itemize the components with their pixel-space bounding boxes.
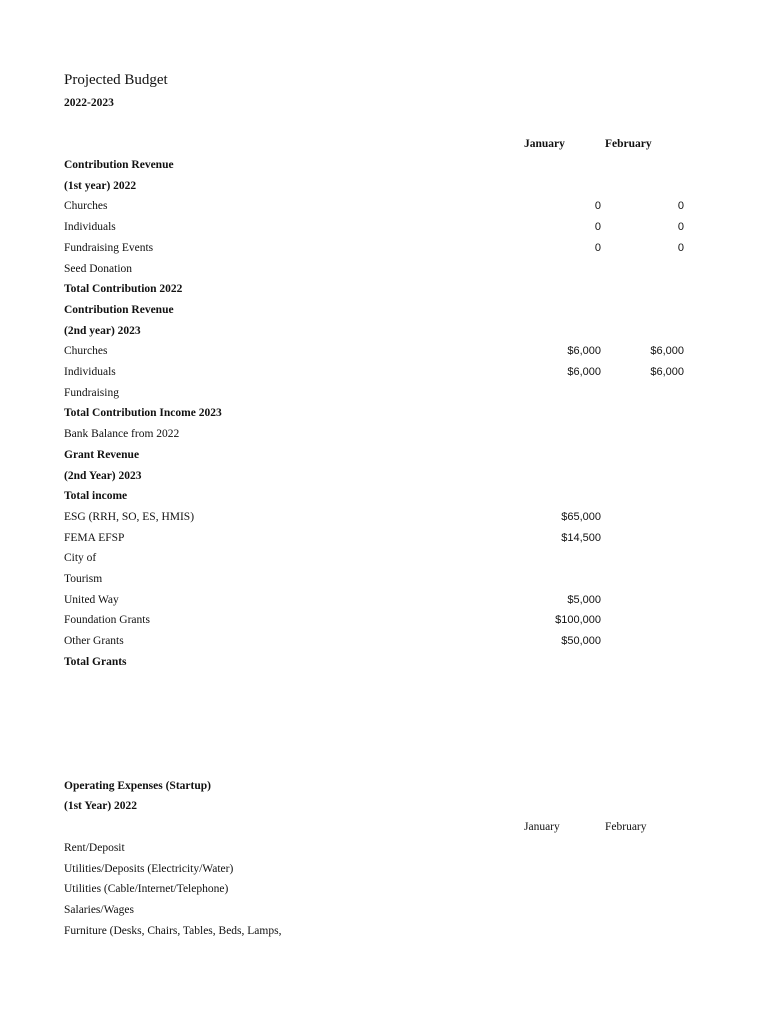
february-value: $6,000: [650, 366, 684, 378]
january-value: $50,000: [561, 635, 601, 647]
january-value: $14,500: [561, 532, 601, 544]
row-label: Churches: [64, 345, 108, 357]
section-label: (2nd year) 2023: [64, 325, 141, 337]
section-label: Grant Revenue: [64, 449, 140, 461]
section-label: Total Contribution Income 2023: [64, 407, 222, 419]
section-label: Total Grants: [64, 656, 127, 668]
january-value: $100,000: [555, 614, 601, 626]
expense-row-label: Rent/Deposit: [64, 842, 125, 854]
expenses-year: (1st Year) 2022: [64, 800, 138, 812]
fiscal-year: 2022-2023: [64, 97, 114, 109]
row-label: Fundraising: [64, 387, 119, 399]
expenses-heading: Operating Expenses (Startup): [64, 780, 211, 792]
section-label: (2nd Year) 2023: [64, 470, 142, 482]
expenses-column-header-february: February: [605, 821, 647, 833]
row-label: Seed Donation: [64, 263, 133, 275]
row-label: Churches: [64, 200, 108, 212]
expense-row-label: Utilities/Deposits (Electricity/Water): [64, 863, 234, 875]
document-title: Projected Budget: [64, 72, 168, 88]
expense-row-label: Salaries/Wages: [64, 904, 134, 916]
row-label: FEMA EFSP: [64, 532, 125, 544]
row-label: City of: [64, 552, 97, 564]
february-value: 0: [677, 200, 684, 212]
row-label: Bank Balance from 2022: [64, 428, 180, 440]
january-value: $6,000: [567, 345, 601, 357]
section-label: Total income: [64, 490, 128, 502]
section-label: Contribution Revenue: [64, 304, 174, 316]
section-label: (1st year) 2022: [64, 180, 137, 192]
column-header-february: February: [605, 138, 652, 150]
row-label: Individuals: [64, 366, 116, 378]
february-value: 0: [677, 221, 684, 233]
january-value: 0: [594, 221, 601, 233]
row-label: ESG (RRH, SO, ES, HMIS): [64, 511, 195, 523]
january-value: 0: [594, 200, 601, 212]
row-label: Fundraising Events: [64, 242, 154, 254]
row-label: Tourism: [64, 573, 103, 585]
january-value: 0: [594, 242, 601, 254]
expense-row-label: Utilities (Cable/Internet/Telephone): [64, 883, 229, 895]
january-value: $65,000: [561, 511, 601, 523]
row-label: Other Grants: [64, 635, 124, 647]
january-value: $5,000: [567, 594, 601, 606]
january-value: $6,000: [567, 366, 601, 378]
section-label: Contribution Revenue: [64, 159, 174, 171]
expense-row-label: Furniture (Desks, Chairs, Tables, Beds, Lamps,: [64, 925, 282, 937]
row-label: Individuals: [64, 221, 116, 233]
column-header-january: January: [524, 138, 565, 150]
expenses-column-header-january: January: [524, 821, 560, 833]
february-value: $6,000: [650, 345, 684, 357]
february-value: 0: [677, 242, 684, 254]
row-label: United Way: [64, 594, 119, 606]
section-label: Total Contribution 2022: [64, 283, 183, 295]
row-label: Foundation Grants: [64, 614, 150, 626]
